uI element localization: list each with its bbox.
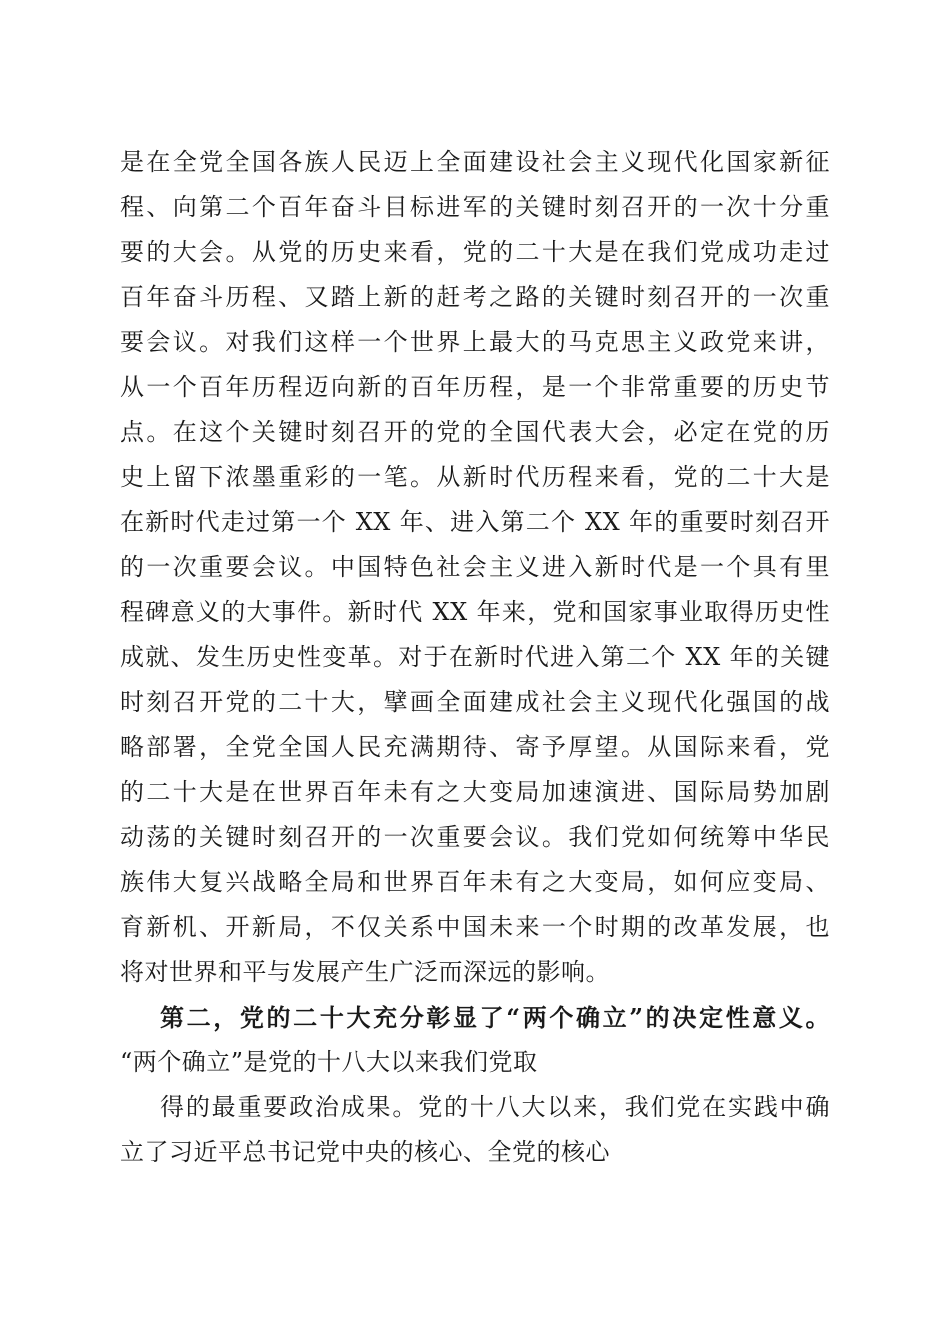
text-line: 程碑意义的大事件。新时代 XX 年来，党和国家事业取得历史性 [120, 598, 830, 626]
text-line: “两个确立”是党的十八大以来我们党取 [120, 1048, 538, 1076]
text-line: 是在全党全国各族人民迈上全面建设社会主义现代化国家新征 [120, 148, 830, 176]
text-line: 将对世界和平与发展产生广泛而深远的影响。 [120, 958, 610, 986]
text-line: 从一个百年历程迈向新的百年历程，是一个非常重要的历史节 [120, 373, 830, 401]
text-line: 族伟大复兴战略全局和世界百年未有之大变局，如何应变局、 [120, 868, 830, 896]
text-line: 要会议。对我们这样一个世界上最大的马克思主义政党来讲， [120, 328, 830, 356]
text-line: 立了习近平总书记党中央的核心、全党的核心 [120, 1138, 610, 1166]
text-line: 时刻召开党的二十大，擘画全面建成社会主义现代化强国的战 [120, 688, 830, 716]
text-line: 的二十大是在世界百年未有之大变局加速演进、国际局势加剧 [120, 778, 830, 806]
text-line: 要的大会。从党的历史来看，党的二十大是在我们党成功走过 [120, 238, 830, 266]
text-line: 史上留下浓墨重彩的一笔。从新时代历程来看，党的二十大是 [120, 463, 830, 491]
text-line: 得的最重要政治成果。党的十八大以来，我们党在实践中确 [160, 1093, 830, 1121]
text-line: 点。在这个关键时刻召开的党的全国代表大会，必定在党的历 [120, 418, 830, 446]
text-line: 在新时代走过第一个 XX 年、进入第二个 XX 年的重要时刻召开 [120, 508, 830, 536]
text-line: 百年奋斗历程、又踏上新的赶考之路的关键时刻召开的一次重 [120, 283, 830, 311]
text-line: 育新机、开新局，不仅关系中国未来一个时期的改革发展，也 [120, 913, 830, 941]
text-line: 动荡的关键时刻召开的一次重要会议。我们党如何统筹中华民 [120, 823, 830, 851]
text-line: 程、向第二个百年奋斗目标进军的关键时刻召开的一次十分重 [120, 193, 830, 221]
section-heading-line: 第二，党的二十大充分彰显了“两个确立”的决定性意义。 [160, 1003, 830, 1032]
body-text [120, 140, 830, 1175]
text-line: 成就、发生历史性变革。对于在新时代进入第二个 XX 年的关键 [120, 643, 830, 671]
text-line: 的一次重要会议。中国特色社会主义进入新时代是一个具有里 [120, 553, 830, 581]
text-line: 略部署，全党全国人民充满期待、寄予厚望。从国际来看，党 [120, 733, 830, 761]
